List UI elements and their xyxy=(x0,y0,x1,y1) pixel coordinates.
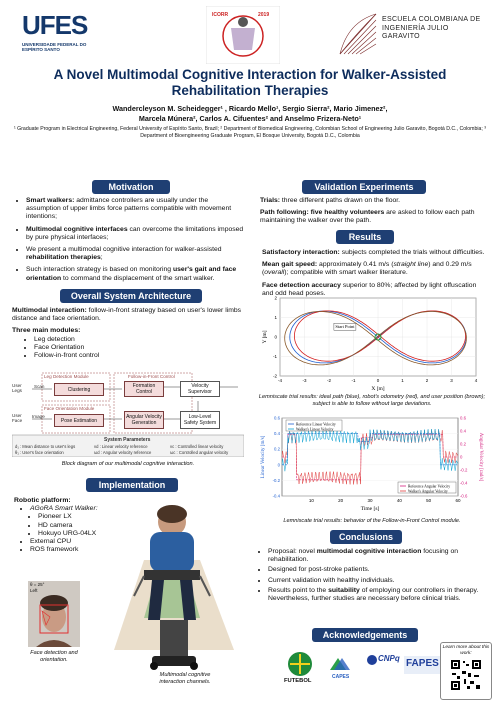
y2-tick-label: -0.4 xyxy=(460,480,468,486)
implementation-heading: Implementation xyxy=(86,478,178,492)
y-tick-label: -1 xyxy=(272,354,277,359)
conclusions-section xyxy=(258,548,484,605)
modules-title: Three main modules: xyxy=(12,327,81,335)
legend-label: Reference Angular Velocity xyxy=(408,484,451,489)
diagram-caption: Block diagram of our multimodal cognitive interaction. xyxy=(61,461,195,467)
y2-tick-label: 0.6 xyxy=(460,415,466,421)
architecture-heading: Overall System Architecture xyxy=(60,289,202,303)
label-user-face: User Face xyxy=(12,413,23,423)
validation-section xyxy=(260,197,488,230)
ufes-logo xyxy=(18,10,138,60)
acknowledgements-heading: Acknowledgements xyxy=(312,628,418,642)
platform-item: • AGoRA Smart Walker: • Pioneer LX • HD camera • Hokuyo URG-04LX xyxy=(30,505,144,538)
face-detection-image xyxy=(28,581,80,647)
walker-caption: Multimodal cognitive interaction channels. xyxy=(159,672,211,685)
velocity-caption: Lemniscate trial results: behavior of the Follow-in-Front Control module. xyxy=(283,518,461,524)
authors-line1: Wandercleyson M. Scheidegger¹ , Ricardo Mello¹, Sergio Sierra², Mario Jimenez², xyxy=(112,104,388,113)
motivation-section xyxy=(16,197,244,287)
param-item: vd : Linear velocity reference xyxy=(94,444,148,449)
x-tick-label: 3 xyxy=(450,378,453,383)
conclusions-heading: Conclusions xyxy=(330,530,402,544)
icorr-label: ICORR xyxy=(212,12,229,18)
y2-axis-label: Angular Velocity [rad/s] xyxy=(478,432,483,482)
validation-path: Path following: five healthy volunteers are asked to follow each path maintaining the walker over the path. xyxy=(260,209,475,225)
y2-tick-label: -0.2 xyxy=(460,467,468,473)
y-tick-label: -0.2 xyxy=(272,477,280,483)
y-tick-label: 0 xyxy=(274,334,277,340)
sponsor-logos xyxy=(278,648,448,688)
authors-line2: Marcela Múnera², Carlos A. Cifuentes² and Anselmo Frizera-Neto¹ xyxy=(138,113,362,123)
block-angular-velocity: Angular Velocity Generation xyxy=(124,411,164,429)
label-ffc: Follow-in-Front Control xyxy=(128,374,175,379)
module-item: • Leg detection xyxy=(34,336,244,344)
legend-label: Reference Linear Velocity xyxy=(296,422,336,427)
x-tick-label: 30 xyxy=(367,498,373,503)
result-item: Mean gait speed: approximately 0.41 m/s (straight line) and 0.29 m/s (overall); compatible with smart walker literature. xyxy=(262,261,472,277)
ufes-logo-sub: UNIVERSIDADE FEDERAL DO ESPÍRITO SANTO xyxy=(22,42,87,52)
y-axis-label: Linear Velocity [m/s] xyxy=(261,435,266,479)
motivation-bullet: • We present a multimodal cognitive interaction for walker-assisted rehabilitation therapies; xyxy=(26,246,244,262)
x-tick-label: 4 xyxy=(474,378,478,383)
motivation-bullet: • Multimodal cognitive interfaces can overcome the limitations imposed by pure physical interfaces; xyxy=(26,226,244,242)
block-velocity-supervisor: Velocity Supervisor xyxy=(180,381,220,397)
x-tick-label: 50 xyxy=(426,498,432,503)
param-item: vc : Controlled linear velocity xyxy=(170,444,224,449)
module-item: • Face Orientation xyxy=(34,344,244,352)
conclusion-item: • Current validation with healthy individuals. xyxy=(268,577,484,585)
block-diagram xyxy=(12,371,244,457)
label-user-legs: User Legs xyxy=(12,383,22,393)
y2-tick-label: -0.6 xyxy=(460,493,468,499)
platform-subitem: • HD camera xyxy=(38,522,144,530)
motivation-bullet: • Smart walkers: admittance controllers are usually under the assumption of upper limbs force patterns compatible with movement intentions; xyxy=(26,197,244,222)
legend-label: Walker's Angular Velocity xyxy=(408,489,448,494)
face-angle-label: θ = 25° xyxy=(30,582,45,587)
conclusion-item: • Designed for post-stroke patients. xyxy=(268,566,484,574)
qr-code-icon[interactable] xyxy=(450,659,482,691)
x-axis-label: Time [s] xyxy=(360,506,380,512)
motivation-heading: Motivation xyxy=(92,180,170,194)
param-item: ωd : Angular velocity reference xyxy=(94,450,152,455)
icorr-year: 2019 xyxy=(258,12,270,18)
x-tick-label: -1 xyxy=(351,378,356,383)
param-item: θ₁ : User's face orientation xyxy=(15,450,64,455)
y-tick-label: 0.6 xyxy=(274,415,280,421)
qr-box xyxy=(440,642,492,700)
x-tick-label: 20 xyxy=(338,498,344,503)
y2-tick-label: 0.4 xyxy=(460,428,466,434)
validation-trials: Trials: three different paths drawn on the floor. xyxy=(260,197,401,204)
icorr-logo xyxy=(206,6,280,64)
y-tick-label: 2 xyxy=(274,295,277,301)
sponsor-fapes: FAPES xyxy=(406,658,439,669)
walker-photo xyxy=(104,500,246,670)
x-tick-label: 1 xyxy=(401,378,404,383)
authors xyxy=(10,104,490,123)
label-face-module: Face Orientation Module xyxy=(44,406,95,411)
y-tick-label: 0.4 xyxy=(274,431,280,437)
platform-title: Robotic platform: xyxy=(14,497,71,504)
lemniscate-caption: Lemniscate trial results: ideal path (blue), robot's odometry (red), and user position (brown); subject is able to follow without large deviations. xyxy=(258,394,486,407)
x-tick-label: -3 xyxy=(302,378,307,383)
y-tick-label: 0 xyxy=(277,462,280,468)
x-tick-label: -2 xyxy=(326,378,332,383)
result-item: Satisfactory interaction: subjects completed the trials without difficulties. xyxy=(262,249,485,256)
x-tick-label: 10 xyxy=(308,498,314,503)
y-tick-label: -2 xyxy=(272,373,277,379)
block-pose-estimation: Pose Estimation xyxy=(54,414,104,427)
platform-subitem: • Hokuyo URG-04LX xyxy=(38,530,144,538)
y2-tick-label: 0.2 xyxy=(460,441,466,447)
conclusion-item: • Results point to the suitability of employing our controllers in therapy. Nevertheless, further studies are necessary before clinical trials. xyxy=(268,587,484,603)
lemniscate-chart xyxy=(258,292,486,392)
architecture-section xyxy=(12,307,244,360)
face-side-label: Left xyxy=(30,588,38,593)
module-item: • Follow-in-front control xyxy=(34,352,244,360)
validation-heading: Validation Experiments xyxy=(302,180,426,194)
label-leg-module: Leg Detection Module xyxy=(44,374,89,379)
x-axis-label: X [m] xyxy=(371,386,385,392)
motivation-bullet: • Such interaction strategy is based on monitoring user's gait and face orientation to command the displacement of the smart walker. xyxy=(26,266,244,282)
architecture-intro: Multimodal interaction: follow-in-front strategy based on user's lower limbs distance and face orientation. xyxy=(12,307,242,323)
eci-logo-text: ESCUELA COLOMBIANA DE INGENIERÍA JULIO GARAVITO xyxy=(382,16,481,40)
y-tick-label: 1 xyxy=(274,315,277,320)
platform-item: • ROS framework xyxy=(30,546,144,554)
sponsor-futebol: FUTEBOL xyxy=(284,678,312,684)
x-tick-label: 60 xyxy=(455,498,461,503)
conclusion-item: • Proposal: novel multimodal cognitive interaction focusing on rehabilitation. xyxy=(268,548,484,564)
affiliations: ¹ Graduate Program in Electrical Engineering, Federal University of Espírito Santo, Brazil; ² Department of Biomedical Engineering, Colombian School of Engineering Julio Garavito, Bogotá D.C., Colombia; ³ Department of Bioengineering Graduate Program, El Bosque University, Bogotá D.C., Colombia xyxy=(14,126,486,139)
block-formation-control: Formation Control xyxy=(124,381,164,397)
param-item: d₁ : Mean distance to user's legs xyxy=(15,444,76,449)
platform-item: • External CPU xyxy=(30,538,144,546)
platform-subitem: • Pioneer LX xyxy=(38,513,144,521)
block-low-level-safety: Low-Level Safety System xyxy=(180,411,220,429)
x-tick-label: 40 xyxy=(396,498,402,503)
y-tick-label: -0.4 xyxy=(272,493,280,499)
learn-more-label: Learn more about this work: xyxy=(442,645,490,656)
legend-label: Walker's Linear Velocity xyxy=(296,427,334,432)
y2-tick-label: 0 xyxy=(460,454,463,460)
param-item: ωc : Controlled angular velocity xyxy=(170,450,229,455)
ufes-logo-text: UFES xyxy=(22,10,88,40)
x-tick-label: -4 xyxy=(277,378,283,383)
velocity-chart xyxy=(258,414,486,516)
results-heading: Results xyxy=(336,230,394,244)
sponsor-capes: CAPES xyxy=(332,674,350,680)
label-scan: Scan xyxy=(34,384,45,389)
poster-title: A Novel Multimodal Cognitive Interaction for Walker-Assisted Rehabilitation Therapies xyxy=(53,67,447,98)
label-image: Image xyxy=(32,414,45,419)
block-clustering: Clustering xyxy=(54,383,104,396)
eci-logo xyxy=(338,12,486,58)
y-tick-label: 0.2 xyxy=(274,446,280,452)
x-tick-label: 0 xyxy=(376,378,380,383)
system-parameters-title: System Parameters xyxy=(104,437,151,443)
sponsor-cnpq: CNPq xyxy=(378,654,400,663)
y-axis-label: Y [m] xyxy=(262,330,268,344)
x-tick-label: 2 xyxy=(425,378,429,383)
face-caption: Face detection and orientation. xyxy=(30,650,78,663)
result-item: Face detection accuracy superior to 80%; affected by light offuscation and odd head poses. xyxy=(262,281,477,297)
annotation-label: Start Point xyxy=(335,324,355,330)
